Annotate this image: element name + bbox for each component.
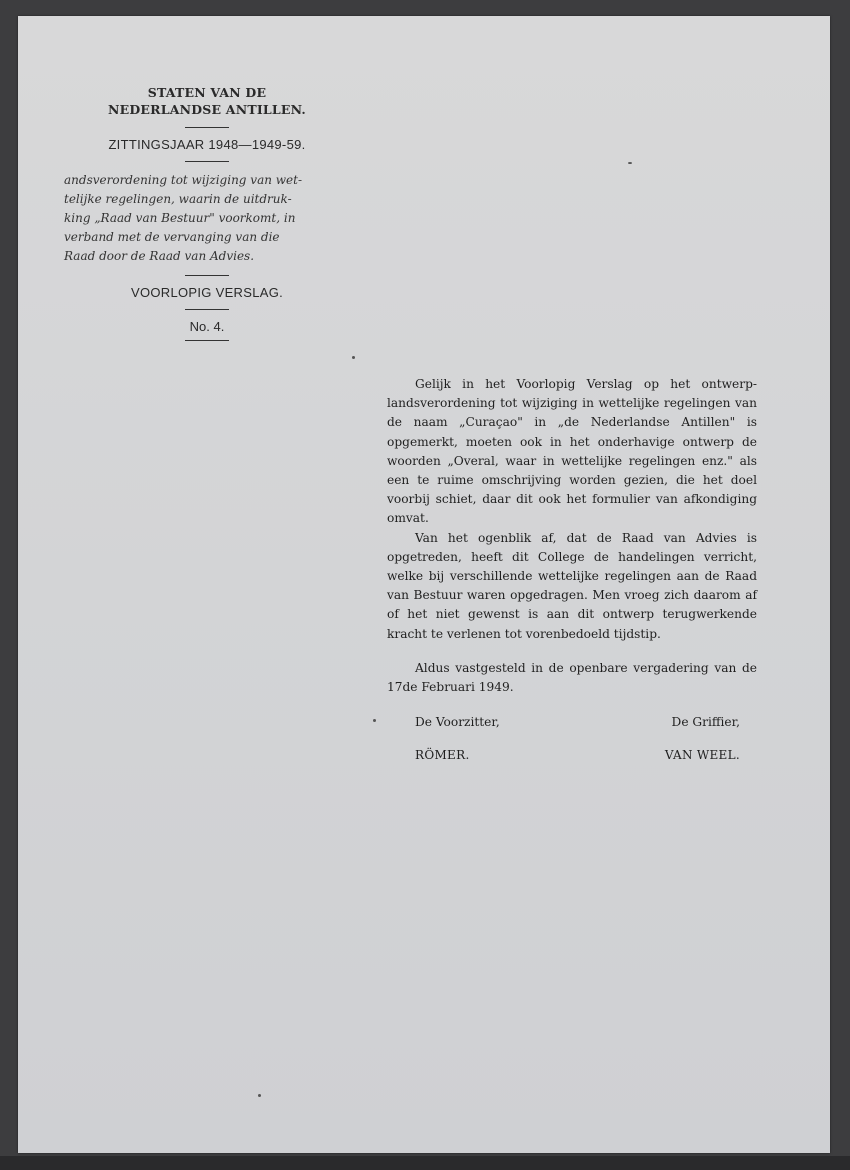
session-year: ZITTINGSJAAR 1948—1949-59. [108,137,306,152]
signature-titles [387,713,757,732]
paper-speck [352,356,355,359]
paper-speck [373,719,376,722]
divider [185,275,229,276]
clerk-name: VAN WEEL. [664,748,740,763]
paper-speck [258,1094,261,1097]
paragraph-2: Van het ogenblik af, dat de Raad van Advies is opgetreden, heeft dit College de handelingen verricht, welke bij verschillende wettelijke regelingen aan de Raad van Bestuur waren opgedragen. Men vroeg zich daarom af of het niet gewenst is aan dit ontwerp terugwerkende kracht te verlenen tot vorenbedoeld tijdstip. [387,530,757,641]
clerk-title: De Griffier, [671,715,740,730]
divider [185,161,229,162]
document-header-column [62,84,352,350]
report-body [387,375,757,766]
closing-statement: Aldus vastgesteld in de openbare vergadering van de 17de Februari 1949. [387,660,757,695]
divider [185,127,229,128]
title-line: king „Raad van Bestuur" voorkomt, in [64,211,296,225]
paragraph-1: Gelijk in het Voorlopig Verslag op het ontwerp-landsverordening tot wijziging in wettelijke regelingen van de naam „Curaçao" in „de Nederlandse Antillen" is opgemerkt, moeten ook in het onderhavige ontwerp de woorden „Overal, waar in wettelijke regelingen enz." als een te ruime omschrijving worden gezien, die het doel voorbij schiet, daar dit ook het formulier van afkondiging omvat. [387,377,757,526]
paper-speck [628,162,632,164]
divider [185,340,229,341]
divider [185,309,229,310]
institution-name-line2: NEDERLANDSE ANTILLEN. [108,102,306,117]
signature-names [387,746,757,765]
chair-name: RÖMER. [415,748,470,763]
document-type: VOORLOPIG VERSLAG. [130,285,284,300]
title-line: andsverordening tot wijziging van wet- [64,173,303,187]
ordinance-title [64,171,356,266]
title-line: Raad door de Raad van Advies. [64,249,255,263]
document-number: No. 4. [189,319,225,334]
title-line: verband met de vervanging van die [64,230,280,244]
scan-border [0,1156,850,1170]
title-line: telijke regelingen, waarin de uitdruk- [64,192,292,206]
institution-name-line1: STATEN VAN DE [147,85,267,100]
chair-title: De Voorzitter, [415,715,500,730]
